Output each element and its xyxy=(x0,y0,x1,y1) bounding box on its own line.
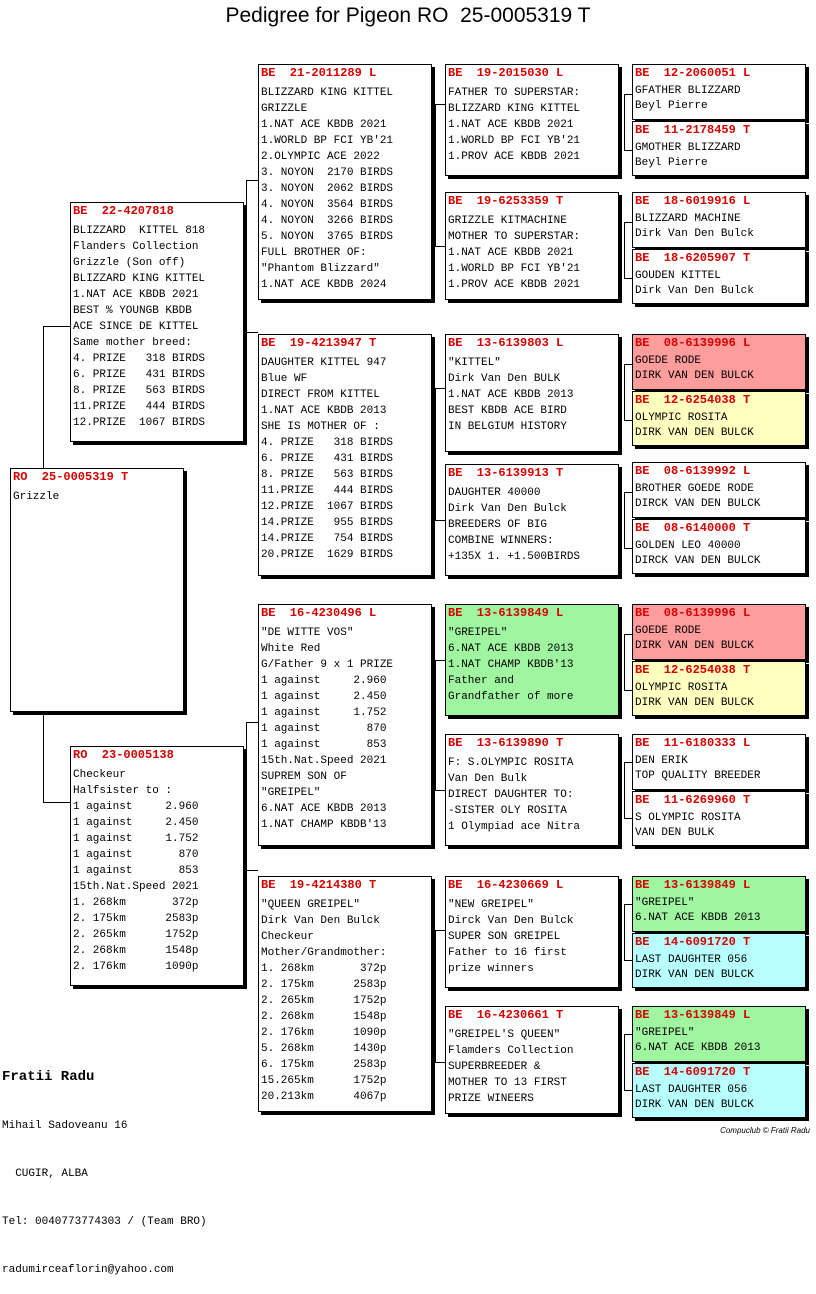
detail-line: "DE WITTE VOS" xyxy=(261,627,354,639)
connector xyxy=(624,222,632,223)
detail-line: 1. 268km 372p xyxy=(73,897,199,909)
pigeon-card-gen3[interactable] xyxy=(445,334,619,452)
connector xyxy=(246,722,247,870)
detail-line: 5. 268km 1430p xyxy=(261,1043,387,1055)
detail-line: VAN DEN BULK xyxy=(635,827,715,839)
owner-name: Fratii Radu xyxy=(2,1069,95,1085)
owner-address-line: Mihail Sadoveanu 16 xyxy=(2,1120,128,1132)
pigeon-details xyxy=(261,355,429,563)
detail-line: Van Den Bulk xyxy=(448,773,528,785)
ring-number: BE 12-2060051 L xyxy=(635,66,751,80)
detail-line: 2. 176km 1090p xyxy=(73,961,199,973)
detail-line: 14.PRIZE 955 BIRDS xyxy=(261,517,394,529)
detail-line: "GREIPEL" xyxy=(635,1027,695,1039)
pigeon-details xyxy=(635,269,803,299)
detail-line: 1.NAT ACE KBDB 2021 xyxy=(261,119,387,131)
detail-line: 1 against 853 xyxy=(73,865,199,877)
detail-line: Flanders Collection xyxy=(73,241,199,253)
pigeon-details xyxy=(448,213,616,293)
pigeon-card-gen3[interactable] xyxy=(445,604,619,716)
connector xyxy=(435,520,445,521)
detail-line: Dirk Van Den BULK xyxy=(448,373,561,385)
detail-line: "Phantom Blizzard" xyxy=(261,263,380,275)
ring-number: BE 19-2015030 L xyxy=(448,66,564,80)
detail-line: 2. 175km 2583p xyxy=(261,979,387,991)
detail-line: 1.NAT ACE KBDB 2024 xyxy=(261,279,387,291)
detail-line: 4. NOYON 3564 BIRDS xyxy=(261,199,394,211)
detail-line: GRIZZLE KITMACHINE xyxy=(448,215,567,227)
connector xyxy=(43,802,70,803)
detail-line: 15th.Nat.Speed 2021 xyxy=(261,755,387,767)
ring-number: BE 12-6254038 T xyxy=(635,663,751,677)
ring-number: BE 13-6139913 T xyxy=(448,466,564,480)
detail-line: 6.NAT ACE KBDB 2013 xyxy=(448,643,574,655)
detail-line: 1.WORLD BP FCI YB'21 xyxy=(261,135,394,147)
connector xyxy=(435,246,445,247)
pigeon-card-subject[interactable] xyxy=(10,468,184,712)
detail-line: GRIZZLE xyxy=(261,103,308,115)
connector xyxy=(624,278,632,279)
detail-line: 1.PROV ACE KBDB 2021 xyxy=(448,279,581,291)
connector xyxy=(435,104,436,246)
detail-line: -SISTER OLY ROSITA xyxy=(448,805,567,817)
ring-number: BE 14-6091720 T xyxy=(635,1065,751,1079)
connector xyxy=(624,960,632,961)
detail-line: F: S.OLYMPIC ROSITA xyxy=(448,757,574,769)
connector xyxy=(624,634,625,690)
detail-line: Dirk Van Den Bulck xyxy=(635,228,754,240)
detail-line: White Red xyxy=(261,643,321,655)
connector xyxy=(624,1034,632,1035)
detail-line: BEST % YOUNGB KBDB xyxy=(73,305,192,317)
pigeon-card-gen4[interactable] xyxy=(632,519,806,574)
detail-line: 1.NAT ACE KBDB 2021 xyxy=(73,289,199,301)
detail-line: FATHER TO SUPERSTAR: xyxy=(448,87,581,99)
owner-info xyxy=(2,1036,207,1294)
pigeon-card-gen3[interactable] xyxy=(445,464,619,576)
connector xyxy=(624,904,625,960)
pigeon-card-gen3[interactable] xyxy=(445,192,619,300)
detail-line: IN BELGIUM HISTORY xyxy=(448,421,567,433)
detail-line: 4. PRIZE 318 BIRDS xyxy=(73,353,206,365)
pigeon-card-sire[interactable] xyxy=(70,202,244,442)
detail-line: G/Father 9 x 1 PRIZE xyxy=(261,659,394,671)
ring-number: BE 13-6139849 L xyxy=(448,606,564,620)
detail-line: 6.NAT ACE KBDB 2013 xyxy=(635,912,761,924)
ring-number: BE 13-6139849 L xyxy=(635,878,751,892)
detail-line: OLYMPIC ROSITA xyxy=(635,412,728,424)
detail-line: "GREIPEL" xyxy=(448,627,508,639)
pigeon-details xyxy=(448,485,616,565)
detail-line: 6.NAT ACE KBDB 2013 xyxy=(635,1042,761,1054)
detail-line: 14.PRIZE 754 BIRDS xyxy=(261,533,394,545)
connector xyxy=(435,104,445,105)
detail-line: 1 against 870 xyxy=(261,723,387,735)
detail-line: DIRECT DAUGHTER TO: xyxy=(448,789,574,801)
connector xyxy=(435,790,445,791)
detail-line: DIRK VAN DEN BULCK xyxy=(635,969,754,981)
detail-line: GOUDEN KITTEL xyxy=(635,270,721,282)
connector xyxy=(624,94,625,150)
pigeon-details xyxy=(635,411,803,441)
detail-line: 2. 175km 2583p xyxy=(73,913,199,925)
detail-line: GMOTHER BLIZZARD xyxy=(635,142,741,154)
pigeon-card-gen4[interactable] xyxy=(632,249,806,304)
detail-line: FULL BROTHER OF: xyxy=(261,247,367,259)
detail-line: 1.WORLD BP FCI YB'21 xyxy=(448,263,581,275)
pigeon-details xyxy=(635,953,803,983)
detail-line: SUPREM SON OF xyxy=(261,771,347,783)
pigeon-details xyxy=(635,141,803,171)
pigeon-details xyxy=(261,897,429,1105)
detail-line: Checkeur xyxy=(261,931,314,943)
pigeon-details xyxy=(635,624,803,654)
detail-line: S OLYMPIC ROSITA xyxy=(635,812,741,824)
detail-line: LAST DAUGHTER 056 xyxy=(635,954,748,966)
detail-line: 1.PROV ACE KBDB 2021 xyxy=(448,151,581,163)
detail-line: Grandfather of more xyxy=(448,691,574,703)
detail-line: 1.NAT ACE KBDB 2013 xyxy=(448,389,574,401)
detail-line: Grizzle (Son off) xyxy=(73,257,186,269)
detail-line: Beyl Pierre xyxy=(635,100,708,112)
detail-line: 1 against 870 xyxy=(73,849,199,861)
ring-number: BE 16-4230496 L xyxy=(261,606,377,620)
connector xyxy=(624,150,632,151)
connector xyxy=(624,548,632,549)
pigeon-details xyxy=(448,755,616,835)
ring-number: BE 19-4214380 T xyxy=(261,878,377,892)
detail-line: 12.PRIZE 1067 BIRDS xyxy=(261,501,394,513)
pigeon-details xyxy=(635,681,803,711)
detail-line: SHE IS MOTHER OF : xyxy=(261,421,380,433)
detail-line: "QUEEN GREIPEL" xyxy=(261,899,361,911)
detail-line: DAUGHTER KITTEL 947 xyxy=(261,357,387,369)
pigeon-details xyxy=(448,355,616,435)
detail-line: GOLDEN LEO 40000 xyxy=(635,540,741,552)
page-title: Pedigree for Pigeon RO 25-0005319 T xyxy=(225,4,591,27)
detail-line: Dirk Van Den Bulck xyxy=(448,503,567,515)
detail-line: MOTHER TO SUPERSTAR: xyxy=(448,231,581,243)
connector xyxy=(246,722,258,723)
detail-line: "KITTEL" xyxy=(448,357,501,369)
detail-line: 1.NAT CHAMP KBDB'13 xyxy=(448,659,574,671)
detail-line: DIRCK VAN DEN BULCK xyxy=(635,555,761,567)
pigeon-card-gen3[interactable] xyxy=(445,734,619,846)
detail-line: 2.OLYMPIC ACE 2022 xyxy=(261,151,380,163)
pigeon-details xyxy=(73,223,241,431)
detail-line: 2. 268km 1548p xyxy=(261,1011,387,1023)
detail-line: 12.PRIZE 1067 BIRDS xyxy=(73,417,206,429)
ring-number: BE 13-6139849 L xyxy=(635,1008,751,1022)
detail-line: DEN ERIK xyxy=(635,755,688,767)
ring-number: BE 08-6139992 L xyxy=(635,464,751,478)
pigeon-card-gen4[interactable] xyxy=(632,933,806,988)
detail-line: BLIZZARD KING KITTEL xyxy=(261,87,394,99)
connector xyxy=(435,388,445,389)
pigeon-card-gen4[interactable] xyxy=(632,334,806,390)
detail-line: BLIZZARD MACHINE xyxy=(635,213,741,225)
connector xyxy=(246,332,258,333)
connector xyxy=(624,222,625,278)
ring-number: BE 16-4230661 T xyxy=(448,1008,564,1022)
detail-line: COMBINE WINNERS: xyxy=(448,535,554,547)
detail-line: 15.265km 1752p xyxy=(261,1075,387,1087)
connector xyxy=(435,660,445,661)
detail-line: BLIZZARD KING KITTEL xyxy=(73,273,206,285)
pigeon-card-gen4[interactable] xyxy=(632,64,806,120)
detail-line: Halfsister to : xyxy=(73,785,173,797)
detail-line: Beyl Pierre xyxy=(635,157,708,169)
pigeon-card-gen4[interactable] xyxy=(632,391,806,446)
pigeon-details xyxy=(635,896,803,926)
detail-line: Flamders Collection xyxy=(448,1045,574,1057)
ring-number: BE 11-6269960 T xyxy=(635,793,751,807)
ring-number: BE 18-6019916 L xyxy=(635,194,751,208)
detail-line: Checkeur xyxy=(73,769,126,781)
detail-line: "GREIPEL" xyxy=(261,787,321,799)
connector xyxy=(624,492,632,493)
detail-line: Father to 16 first xyxy=(448,947,567,959)
detail-line: 1.NAT ACE KBDB 2021 xyxy=(448,119,574,131)
detail-line: DIRCK VAN DEN BULCK xyxy=(635,498,761,510)
detail-line: 1 against 2.960 xyxy=(261,675,387,687)
detail-line: 1 against 853 xyxy=(261,739,387,751)
connector xyxy=(435,388,436,520)
detail-line: 4. PRIZE 318 BIRDS xyxy=(261,437,394,449)
pigeon-details xyxy=(635,212,803,242)
detail-line: "GREIPEL'S QUEEN" xyxy=(448,1029,561,1041)
detail-line: DIRK VAN DEN BULCK xyxy=(635,370,754,382)
pigeon-card-dam-sire[interactable] xyxy=(258,604,432,846)
pigeon-details xyxy=(635,354,803,384)
detail-line: Dirck Van Den Bulck xyxy=(448,915,574,927)
connector xyxy=(624,904,632,905)
pigeon-card-gen4[interactable] xyxy=(632,661,806,716)
connector xyxy=(43,712,44,802)
detail-line: Mother/Grandmother: xyxy=(261,947,387,959)
detail-line: 1 against 2.450 xyxy=(73,817,199,829)
detail-line: Dirk Van Den Bulck xyxy=(261,915,380,927)
connector xyxy=(624,762,625,818)
pigeon-card-gen4[interactable] xyxy=(632,604,806,660)
connector xyxy=(624,364,632,365)
connector xyxy=(624,94,632,95)
detail-line: BEST KBDB ACE BIRD xyxy=(448,405,567,417)
connector xyxy=(435,930,436,1062)
pigeon-details xyxy=(448,625,616,705)
ring-number: BE 18-6205907 T xyxy=(635,251,751,265)
detail-line: 20.213km 4067p xyxy=(261,1091,387,1103)
detail-line: DIRK VAN DEN BULCK xyxy=(635,427,754,439)
pigeon-details xyxy=(13,489,181,505)
detail-line: 15th.Nat.Speed 2021 xyxy=(73,881,199,893)
detail-line: 2. 268km 1548p xyxy=(73,945,199,957)
connector xyxy=(624,1090,632,1091)
detail-line: BROTHER GOEDE RODE xyxy=(635,483,754,495)
pigeon-details xyxy=(635,811,803,841)
ring-number: BE 19-4213947 T xyxy=(261,336,377,350)
owner-email[interactable]: radumirceaflorin@yahoo.com xyxy=(2,1264,174,1276)
detail-line: 8. PRIZE 563 BIRDS xyxy=(73,385,206,397)
pigeon-card-dam[interactable] xyxy=(70,746,244,986)
pigeon-card-sire-dam[interactable] xyxy=(258,334,432,576)
detail-line: "NEW GREIPEL" xyxy=(448,899,534,911)
detail-line: DIRK VAN DEN BULCK xyxy=(635,640,754,652)
ring-number: BE 08-6139996 L xyxy=(635,336,751,350)
pigeon-details xyxy=(261,85,429,293)
detail-line: 6. PRIZE 431 BIRDS xyxy=(261,453,394,465)
detail-line: GOEDE RODE xyxy=(635,625,702,637)
detail-line: Same mother breed: xyxy=(73,337,192,349)
detail-line: Blue WF xyxy=(261,373,308,385)
detail-line: MOTHER TO 13 FIRST xyxy=(448,1077,567,1089)
detail-line: 3. NOYON 2170 BIRDS xyxy=(261,167,394,179)
detail-line: 1 against 1.752 xyxy=(73,833,199,845)
pigeon-details xyxy=(448,1027,616,1107)
detail-line: TOP QUALITY BREEDER xyxy=(635,770,761,782)
detail-line: OLYMPIC ROSITA xyxy=(635,682,728,694)
detail-line: GFATHER BLIZZARD xyxy=(635,85,741,97)
connector xyxy=(435,1062,445,1063)
detail-line: DIRECT FROM KITTEL xyxy=(261,389,380,401)
detail-line: 2. 265km 1752p xyxy=(73,929,199,941)
detail-line: DIRK VAN DEN BULCK xyxy=(635,697,754,709)
connector xyxy=(624,492,625,548)
connector xyxy=(246,180,247,332)
pigeon-card-gen4[interactable] xyxy=(632,734,806,790)
pigeon-card-gen4[interactable] xyxy=(632,1006,806,1062)
ring-number: BE 19-6253359 T xyxy=(448,194,564,208)
ring-number: BE 21-2011289 L xyxy=(261,66,377,80)
detail-line: DIRK VAN DEN BULCK xyxy=(635,1099,754,1111)
pigeon-card-gen4[interactable] xyxy=(632,876,806,932)
detail-line: Grizzle xyxy=(13,491,60,503)
detail-line: SUPERBREEDER & xyxy=(448,1061,541,1073)
ring-number: BE 13-6139803 L xyxy=(448,336,564,350)
pigeon-details xyxy=(73,767,241,975)
pigeon-card-gen3[interactable] xyxy=(445,64,619,176)
pigeon-details xyxy=(635,1083,803,1113)
ring-number: BE 11-2178459 T xyxy=(635,123,751,137)
detail-line: 6. PRIZE 431 BIRDS xyxy=(73,369,206,381)
ring-number: BE 08-6139996 L xyxy=(635,606,751,620)
connector xyxy=(246,180,258,181)
connector xyxy=(43,326,44,470)
connector xyxy=(246,870,258,871)
ring-number: BE 08-6140000 T xyxy=(635,521,751,535)
ring-number: RO 25-0005319 T xyxy=(13,470,129,484)
detail-line: 1 against 2.960 xyxy=(73,801,199,813)
owner-phone: Tel: 0040773774303 / (Team BRO) xyxy=(2,1216,207,1228)
pigeon-card-dam-dam[interactable] xyxy=(258,876,432,1112)
connector xyxy=(43,326,70,327)
detail-line: 1 against 1.752 xyxy=(261,707,387,719)
pigeon-details xyxy=(261,625,429,833)
ring-number: BE 16-4230669 L xyxy=(448,878,564,892)
detail-line: 1.NAT ACE KBDB 2021 xyxy=(448,247,574,259)
detail-line: Dirk Van Den Bulck xyxy=(635,285,754,297)
detail-line: "GREIPEL" xyxy=(635,897,695,909)
detail-line: 4. NOYON 3266 BIRDS xyxy=(261,215,394,227)
detail-line: 3. NOYON 2062 BIRDS xyxy=(261,183,394,195)
detail-line: BREEDERS OF BIG xyxy=(448,519,548,531)
detail-line: PRIZE WINEERS xyxy=(448,1093,534,1105)
pigeon-details xyxy=(448,85,616,165)
pigeon-details xyxy=(635,754,803,784)
detail-line: 1.NAT CHAMP KBDB'13 xyxy=(261,819,387,831)
detail-line: 1 against 2.450 xyxy=(261,691,387,703)
connector xyxy=(624,364,625,420)
pigeon-details xyxy=(635,482,803,512)
detail-line: 6. 175km 2583p xyxy=(261,1059,387,1071)
pigeon-card-sire-sire[interactable] xyxy=(258,64,432,300)
pigeon-card-gen4[interactable] xyxy=(632,791,806,846)
detail-line: 1.NAT ACE KBDB 2013 xyxy=(261,405,387,417)
connector xyxy=(624,690,632,691)
pigeon-card-gen3[interactable] xyxy=(445,1006,619,1114)
detail-line: 11.PRIZE 444 BIRDS xyxy=(261,485,394,497)
pigeon-card-gen4[interactable] xyxy=(632,192,806,248)
owner-address-line: CUGIR, ALBA xyxy=(2,1168,88,1180)
detail-line: LAST DAUGHTER 056 xyxy=(635,1084,748,1096)
ring-number: BE 14-6091720 T xyxy=(635,935,751,949)
footer-credit: Compuclub © Fratii Radu xyxy=(720,1126,810,1135)
detail-line: BLIZZARD KITTEL 818 xyxy=(73,225,206,237)
detail-line: +135X 1. +1.500BIRDS xyxy=(448,551,581,563)
pigeon-card-gen4[interactable] xyxy=(632,121,806,176)
detail-line: GOEDE RODE xyxy=(635,355,702,367)
ring-number: BE 22-4207818 xyxy=(73,204,174,218)
connector xyxy=(624,818,632,819)
detail-line: 5. NOYON 3765 BIRDS xyxy=(261,231,394,243)
detail-line: 1.WORLD BP FCI YB'21 xyxy=(448,135,581,147)
connector xyxy=(624,762,632,763)
pigeon-card-gen3[interactable] xyxy=(445,876,619,988)
detail-line: 8. PRIZE 563 BIRDS xyxy=(261,469,394,481)
detail-line: 2. 265km 1752p xyxy=(261,995,387,1007)
connector xyxy=(624,420,632,421)
detail-line: 1. 268km 372p xyxy=(261,963,387,975)
connector xyxy=(435,660,436,790)
connector xyxy=(624,1034,625,1090)
detail-line: DAUGHTER 40000 xyxy=(448,487,541,499)
detail-line: SUPER SON GREIPEL xyxy=(448,931,561,943)
connector xyxy=(624,634,632,635)
ring-number: RO 23-0005138 xyxy=(73,748,174,762)
detail-line: 20.PRIZE 1629 BIRDS xyxy=(261,549,394,561)
detail-line: 2. 176km 1090p xyxy=(261,1027,387,1039)
detail-line: Father and xyxy=(448,675,515,687)
ring-number: BE 13-6139890 T xyxy=(448,736,564,750)
pigeon-details xyxy=(635,84,803,114)
detail-line: BLIZZARD KING KITTEL xyxy=(448,103,581,115)
pigeon-card-gen4[interactable] xyxy=(632,1063,806,1118)
detail-line: 6.NAT ACE KBDB 2013 xyxy=(261,803,387,815)
detail-line: 1 Olympiad ace Nitra xyxy=(448,821,581,833)
pigeon-card-gen4[interactable] xyxy=(632,462,806,518)
detail-line: 11.PRIZE 444 BIRDS xyxy=(73,401,206,413)
ring-number: BE 11-6180333 L xyxy=(635,736,751,750)
pigeon-details xyxy=(635,539,803,569)
pigeon-details xyxy=(448,897,616,977)
detail-line: prize winners xyxy=(448,963,534,975)
ring-number: BE 12-6254038 T xyxy=(635,393,751,407)
pigeon-details xyxy=(635,1026,803,1056)
connector xyxy=(435,930,445,931)
detail-line: ACE SINCE DE KITTEL xyxy=(73,321,199,333)
